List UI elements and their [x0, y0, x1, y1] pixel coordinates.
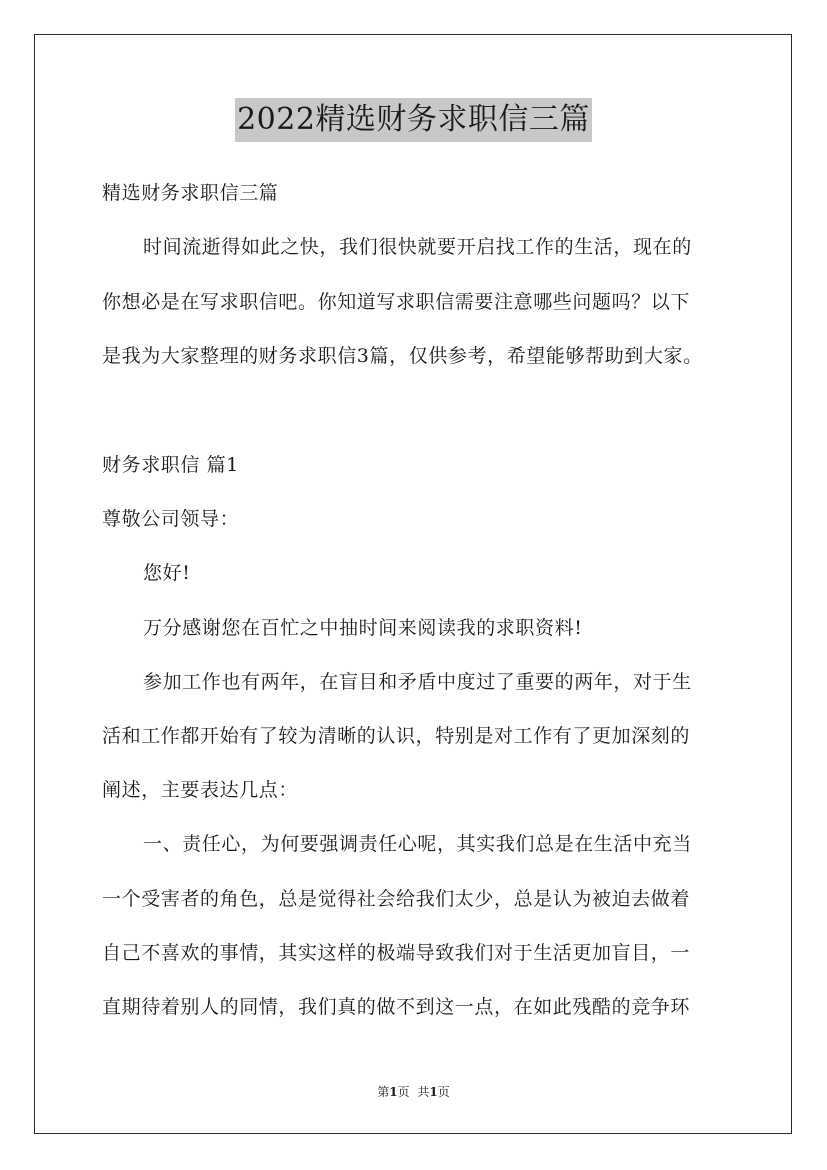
text-line: 是我为大家整理的财务求职信3篇，仅供参考，希望能够帮助到大家。 [102, 345, 703, 367]
text-line: 阐述，主要表达几点： [102, 779, 299, 801]
footer-page-number: 1 [389, 1085, 398, 1099]
text-line: 自己不喜欢的事情，其实这样的极端导致我们对于生活更加盲目，一 [102, 942, 691, 964]
text-line: 一个受害者的角色，总是觉得社会给我们太少，总是认为被迫去做着 [102, 888, 691, 910]
footer-total-suffix: 页 [437, 1085, 450, 1099]
title-container [0, 98, 827, 142]
text-line: 参加工作也有两年，在盲目和矛盾中度过了重要的两年，对于生 [143, 671, 692, 693]
greeting: 您好! [143, 562, 191, 584]
page-footer [0, 1084, 827, 1100]
subtitle-line: 精选财务求职信三篇 [102, 182, 279, 204]
footer-total-number: 1 [429, 1085, 438, 1099]
footer-total-prefix: 共 [417, 1085, 430, 1099]
text-line: 一、责任心，为何要强调责任心呢，其实我们总是在生活中充当 [143, 833, 692, 855]
section-heading: 财务求职信 篇1 [102, 454, 239, 476]
salutation: 尊敬公司领导： [102, 508, 240, 530]
text-line: 时间流逝得如此之快，我们很快就要开启找工作的生活，现在的 [143, 236, 692, 258]
text-line: 万分感谢您在百忙之中抽时间来阅读我的求职资料! [143, 617, 583, 639]
footer-page-prefix: 第 [377, 1085, 390, 1099]
text-line: 直期待着别人的同情，我们真的做不到这一点，在如此残酷的竞争环 [102, 996, 691, 1018]
text-line: 你想必是在写求职信吧。你知道写求职信需要注意哪些问题吗？以下 [102, 291, 691, 313]
document-title: 2022精选财务求职信三篇 [235, 98, 592, 142]
text-line: 活和工作都开始有了较为清晰的认识，特别是对工作有了更加深刻的 [102, 725, 691, 747]
footer-page-suffix: 页 [397, 1085, 410, 1099]
